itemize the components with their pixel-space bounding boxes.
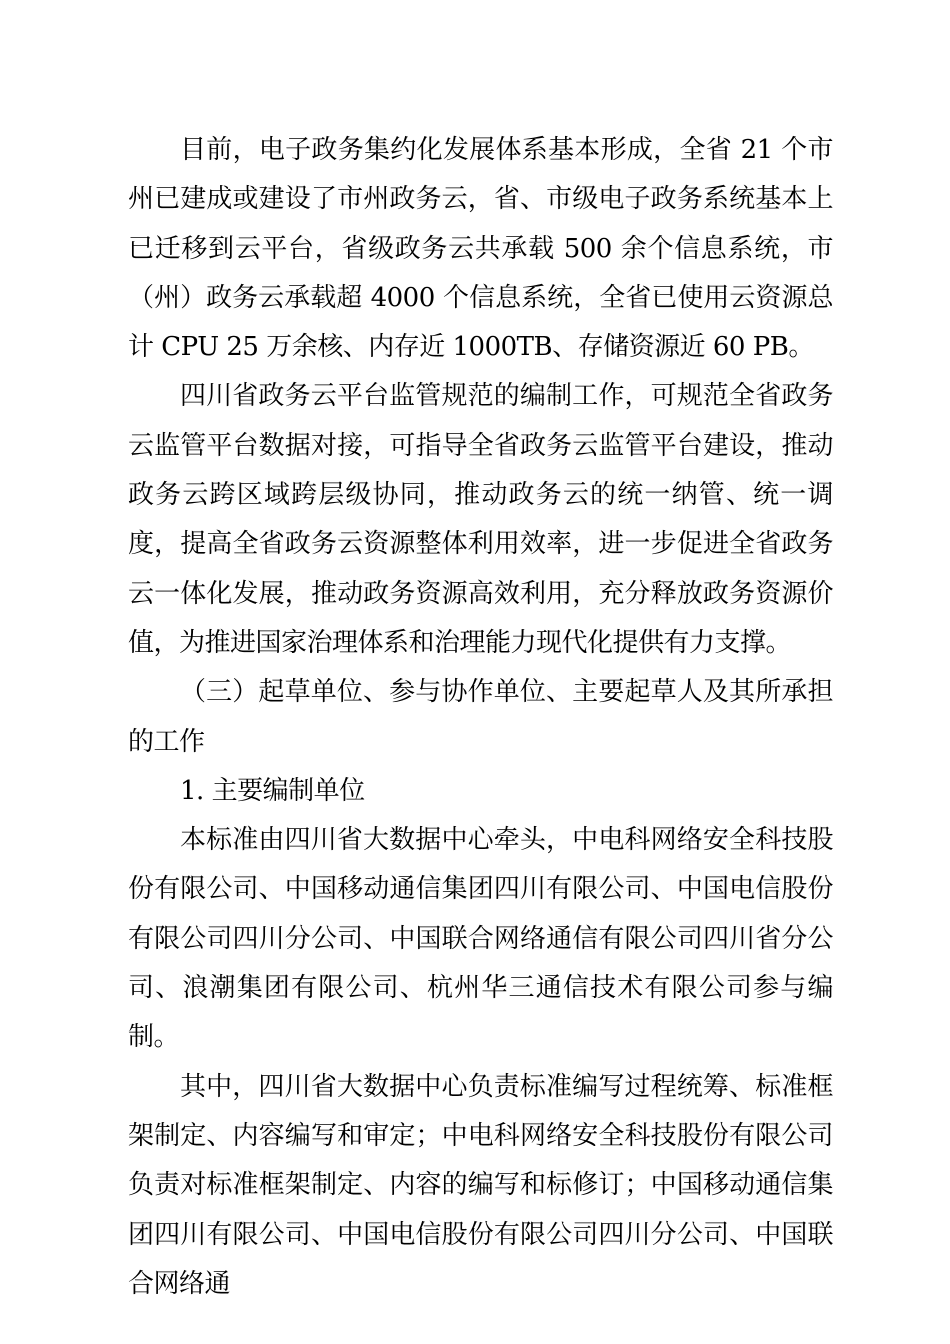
paragraph-standard-purpose: 四川省政务云平台监管规范的编制工作，可规范全省政务云监管平台数据对接，可指导全省政务云监管平台建设，推动政务云跨区域跨层级协同，推动政务云的统一纳管、统一调度，提高全省政务云资源整体利用效率，进一步促进全省政务云一体化发展，推动政务资源高效利用，充分释放政务资源价值，为推进国家治理体系和治理能力现代化提供有力支撑。 (128, 381, 833, 658)
paragraph-participating-units: 本标准由四川省大数据中心牵头，中电科网络安全科技股份有限公司、中国移动通信集团四川有限公司、中国电信股份有限公司四川分公司、中国联合网络通信有限公司四川省分公司、浪潮集团有限公司、杭州华三通信技术有限公司参与编制。 (128, 825, 833, 1053)
section-heading-drafting-units: （三）起草单位、参与协作单位、主要起草人及其所承担的工作 (128, 677, 833, 757)
subsection-heading-main-units: 1. 主要编制单位 (180, 775, 365, 806)
paragraph-cloud-status: 目前，电子政务集约化发展体系基本形成，全省 21 个市州已建成或建设了市州政务云，省、市级电子政务系统基本上已迁移到云平台，省级政务云共承载 500 余个信息系统，市（州）政务云承载超 4000 个信息系统，全省已使用云资源总计 CPU 25 万余核、内存近 1000TB、存储资源近 60 PB。 (128, 135, 833, 363)
document-body (128, 126, 833, 1309)
paragraph-responsibilities: 其中，四川省大数据中心负责标准编写过程统筹、标准框架制定、内容编写和审定；中电科网络安全科技股份有限公司负责对标准框架制定、内容的编写和标修订；中国移动通信集团四川有限公司、中国电信股份有限公司四川分公司、中国联合网络通 (128, 1071, 833, 1299)
